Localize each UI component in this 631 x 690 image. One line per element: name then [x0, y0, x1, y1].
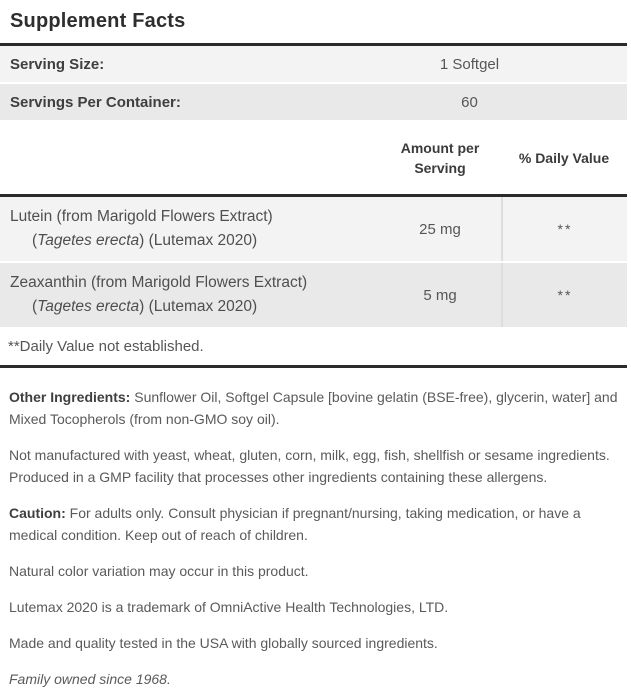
- page-title: Supplement Facts: [10, 10, 186, 32]
- trademark-note: Lutemax 2020 is a trademark of OmniActive Health Technologies, LTD.: [9, 599, 449, 615]
- color-variation-note: Natural color variation may occur in this product.: [9, 563, 309, 579]
- zeaxanthin-amount-cell: 5 mg: [423, 286, 457, 304]
- serving-info-table: [0, 43, 627, 120]
- allergen-paragraph: Not manufactured with yeast, wheat, gluten, corn, milk, egg, fish, shellfish or sesame ingredients. Produced in a GMP facility that processes other ingredients containing these allergens.: [9, 447, 610, 485]
- amount-header-line2: Serving: [414, 160, 466, 176]
- serving-size-value: 1 Softgel: [439, 55, 500, 73]
- zeaxanthin-name-cell: [0, 263, 379, 327]
- info-paragraphs: [9, 386, 621, 690]
- table-row-zeaxanthin: [0, 263, 627, 327]
- lutein-name-line2: (Tagetes erecta) (Lutemax 2020): [32, 232, 258, 249]
- servings-per-container-label: Servings Per Container:: [10, 93, 181, 111]
- daily-value-header: % Daily Value: [518, 150, 610, 166]
- family-owned-note: Family owned since 1968.: [9, 671, 171, 687]
- zeaxanthin-name-line1: Zeaxanthin (from Marigold Flowers Extract): [10, 274, 308, 291]
- lutein-daily-value-cell: **: [501, 197, 627, 261]
- zeaxanthin-daily-value-cell: **: [501, 263, 627, 327]
- caution-text: For adults only. Consult physician if pregnant/nursing, taking medication, or have a medical condition. Keep out of reach of children.: [9, 505, 581, 543]
- lutein-name-cell: [0, 197, 379, 261]
- servings-per-container-value: 60: [461, 93, 478, 111]
- lutein-name-line1: Lutein (from Marigold Flowers Extract): [10, 208, 273, 225]
- lutein-species-italic: Tagetes erecta: [37, 232, 140, 249]
- table-row-lutein: [0, 197, 627, 261]
- serving-size-row: [0, 46, 627, 82]
- nutrient-table-header: [0, 122, 627, 194]
- other-ingredients-paragraph: [9, 386, 621, 430]
- supplement-facts-label: [0, 8, 631, 687]
- other-ingredients-label: Other Ingredients:: [9, 389, 131, 405]
- zeaxanthin-species-italic: Tagetes erecta: [37, 298, 140, 315]
- amount-header-line1: Amount per: [400, 140, 480, 156]
- lutein-amount-cell: 25 mg: [419, 220, 461, 238]
- nutrient-table-body: [0, 194, 627, 368]
- made-in-usa-note: Made and quality tested in the USA with globally sourced ingredients.: [9, 635, 438, 651]
- other-ingredients-text: Sunflower Oil, Softgel Capsule [bovine gelatin (BSE-free), glycerin, water] and Mixed Tocopherols (from non-GMO soy oil).: [9, 389, 618, 427]
- servings-per-container-row: [0, 84, 627, 120]
- amount-per-serving-header: [379, 138, 501, 178]
- daily-value-footnote: **Daily Value not established.: [0, 329, 627, 368]
- caution-paragraph: [9, 502, 621, 546]
- zeaxanthin-name-line2: (Tagetes erecta) (Lutemax 2020): [32, 298, 258, 315]
- serving-size-label: Serving Size:: [10, 55, 105, 73]
- caution-label: Caution:: [9, 505, 66, 521]
